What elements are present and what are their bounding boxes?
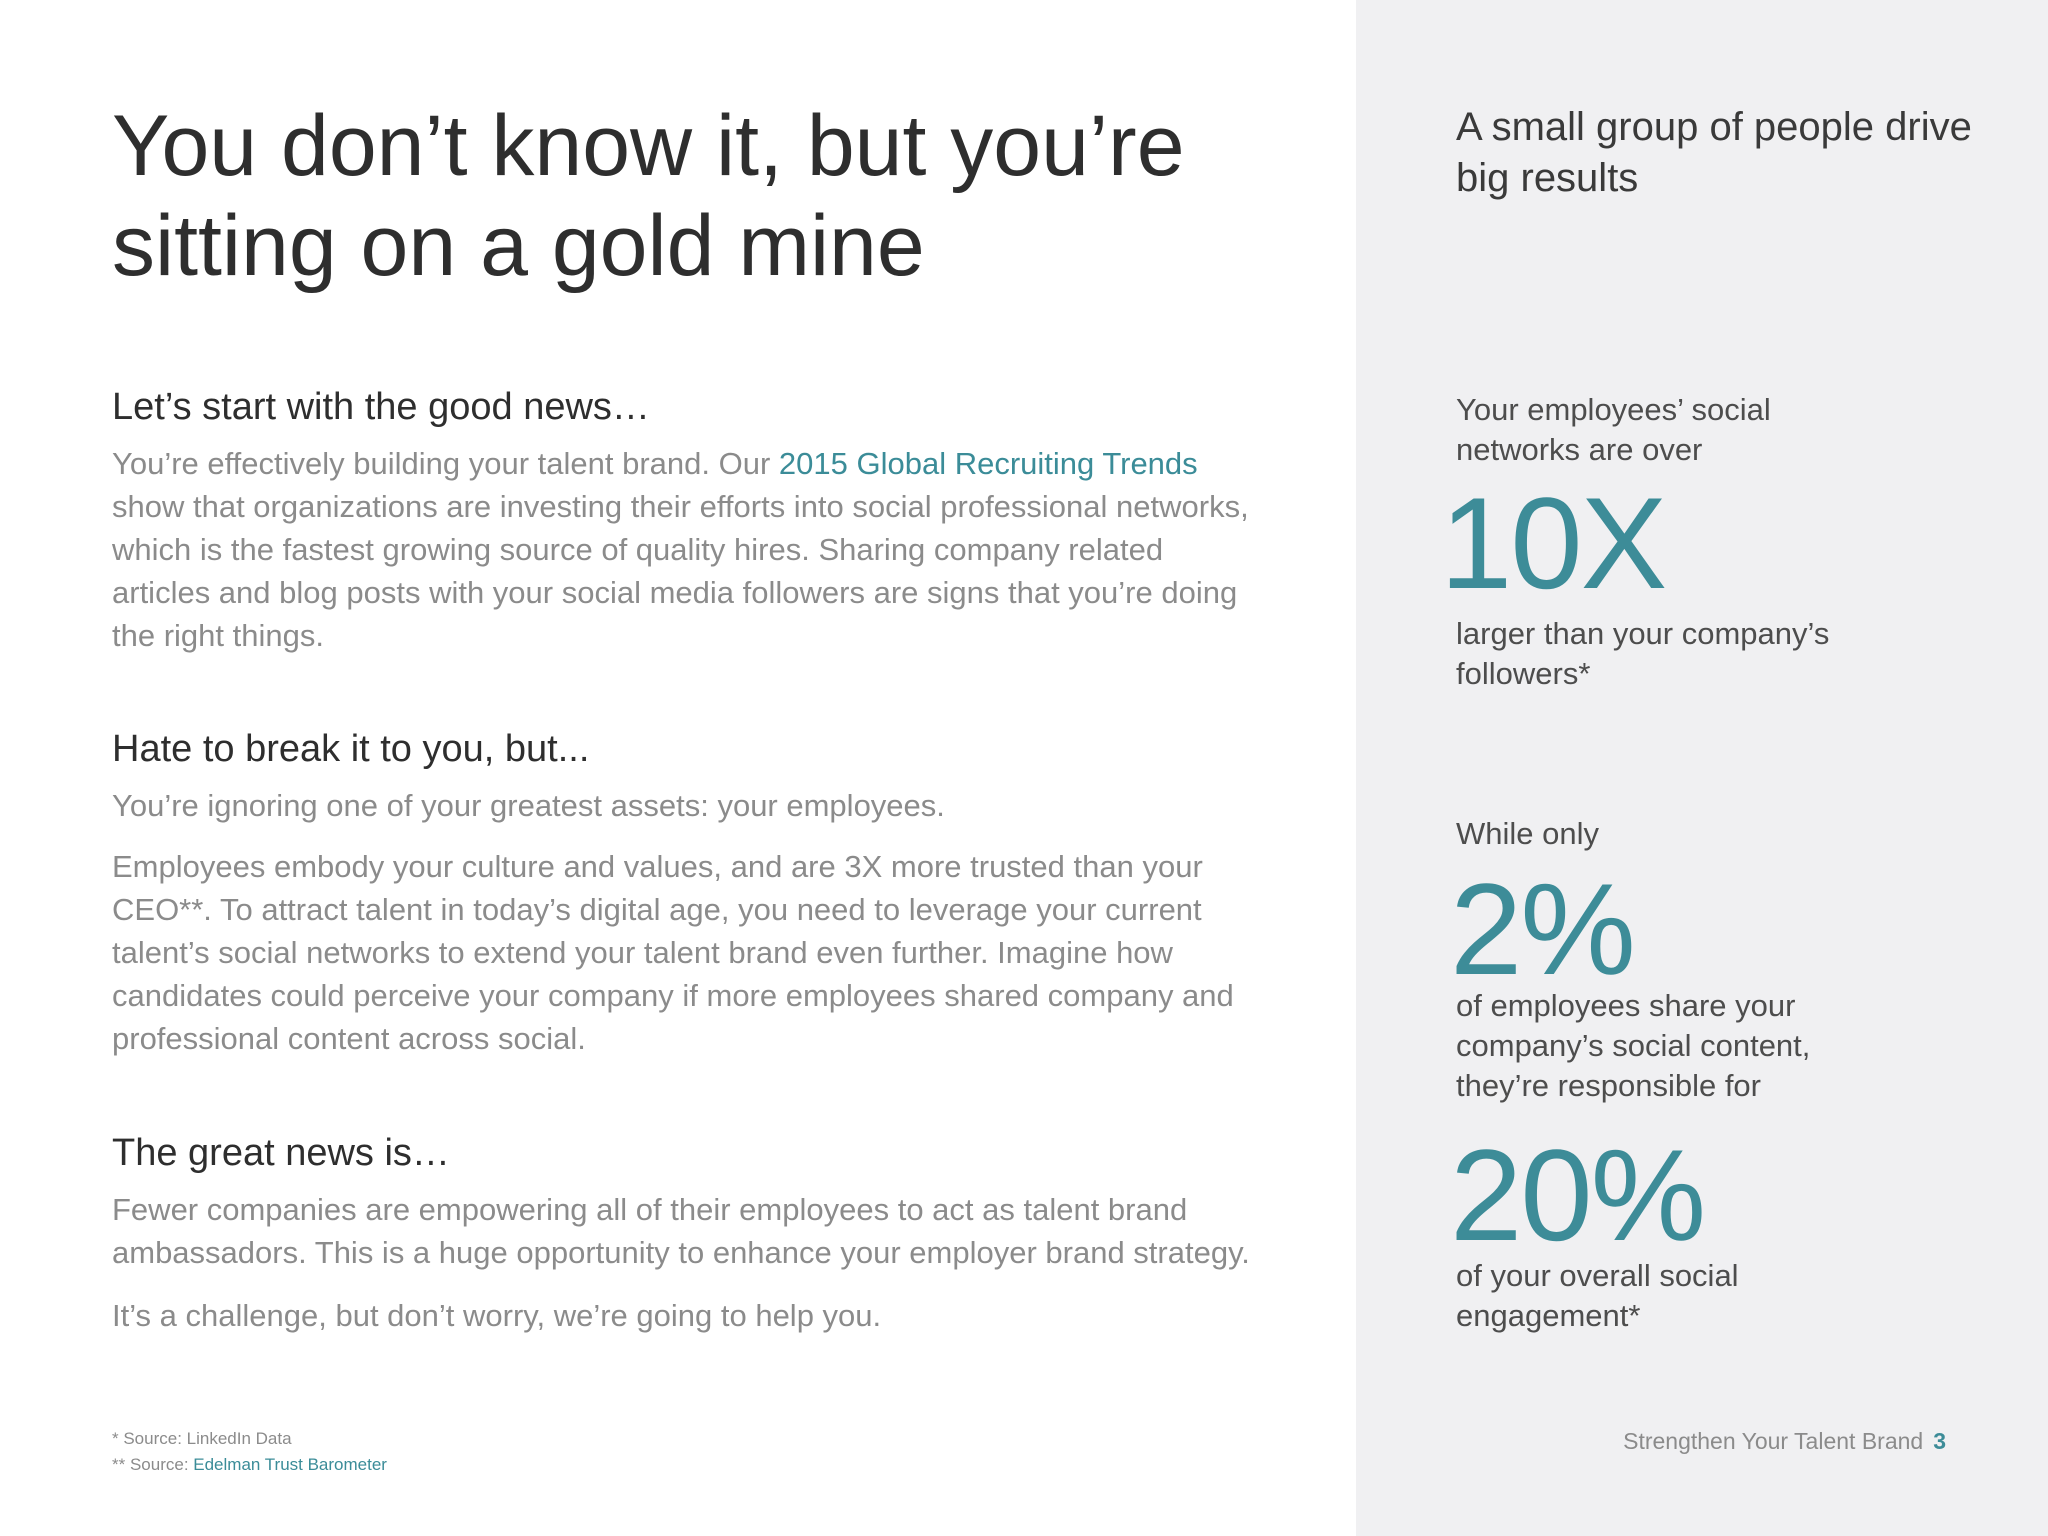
- body-text: You’re effectively building your talent brand. Our: [112, 446, 779, 481]
- stat3-outro: of your overall social engagement*: [1456, 1258, 1739, 1333]
- footer-label: Strengthen Your Talent Brand: [1623, 1428, 1924, 1454]
- edelman-link[interactable]: Edelman Trust Barometer: [193, 1455, 387, 1474]
- section-paragraph: Employees embody your culture and values, and are 3X more trusted than your CEO**. To attract talent in today’s digital age, you need to leverage your current talent’s social networks to extend your talent brand even further. Imagine how candidates could perceive your company if more employees shared company and professional content across social.: [112, 849, 1234, 1056]
- section-paragraph: It’s a challenge, but don’t worry, we’re going to help you.: [112, 1298, 882, 1333]
- footnote-edelman: [112, 1452, 387, 1478]
- stat2-outro: of employees share your company’s social content, they’re responsible for: [1456, 988, 1811, 1103]
- stat1-intro: Your employees’ social networks are over: [1456, 392, 1771, 467]
- body-text: show that organizations are investing their efforts into social professional networks, which is the fastest growing source of quality hires. Sharing company related articles and blog posts with your social media followers are signs that you’re doing the right things.: [112, 489, 1249, 653]
- footnote-prefix: ** Source:: [112, 1455, 194, 1474]
- stat1-value: 10X: [1440, 470, 1666, 616]
- stat3-value: 20%: [1450, 1122, 1705, 1268]
- page-footer: [1623, 1426, 1946, 1456]
- section-heading: Let’s start with the good news…: [112, 386, 650, 428]
- sidebar-heading: A small group of people drive big results: [1456, 105, 1972, 200]
- section-great-news: [112, 1130, 1262, 1337]
- section-heading: The great news is…: [112, 1132, 450, 1174]
- stat2-value: 2%: [1450, 856, 1634, 1002]
- section-break-it: [112, 726, 1262, 1060]
- section-paragraph: Fewer companies are empowering all of their employees to act as talent brand ambassadors. This is a huge opportunity to enhance your employer brand strategy.: [112, 1192, 1250, 1270]
- page-title: You don’t know it, but you’re sitting on a gold mine: [112, 98, 1185, 294]
- stat2-intro: While only: [1456, 816, 1599, 851]
- page-number: 3: [1933, 1428, 1946, 1454]
- section-good-news: [112, 384, 1262, 657]
- footnote-linkedin: * Source: LinkedIn Data: [112, 1429, 292, 1448]
- stat1-outro: larger than your company’s followers*: [1456, 616, 1830, 691]
- recruiting-trends-link[interactable]: 2015 Global Recruiting Trends: [778, 446, 1198, 481]
- section-body: [112, 442, 1262, 657]
- section-paragraph: You’re ignoring one of your greatest assets: your employees.: [112, 788, 945, 823]
- section-heading: Hate to break it to you, but...: [112, 728, 590, 770]
